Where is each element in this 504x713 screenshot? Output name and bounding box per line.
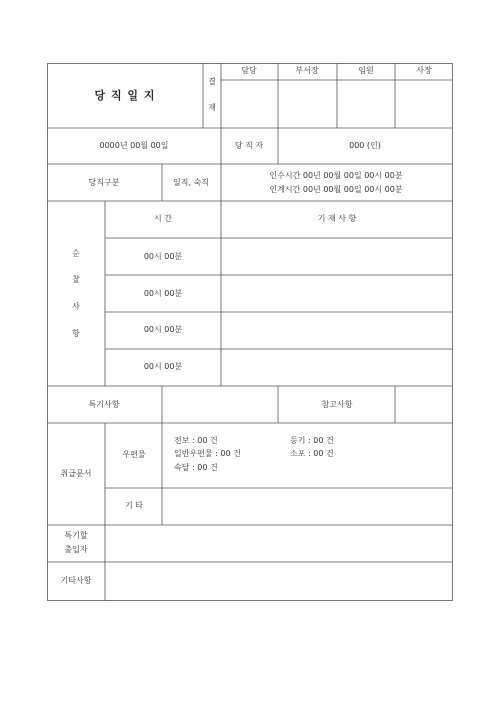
mail-telegram: 전보 : 00 건 [174,436,218,445]
visitors-label-line2: 출입자 [64,545,88,554]
approver-dept-head: 부서장 [295,66,319,75]
visitors-label-line1: 특기할 [64,531,88,540]
time-header: 시 간 [154,214,172,223]
patrol-time-3: 00시 00분 [143,325,183,334]
patrol-label-1: 순 [72,249,80,258]
form-title: 당 직 일 지 [94,89,156,102]
reference-notes-label: 참고사항 [321,400,353,409]
patrol-label-4: 항 [72,329,80,338]
etc-label: 기타사항 [60,576,92,585]
patrol-label-2: 찰 [72,275,80,284]
duty-person-value: 000 (인) [349,141,381,150]
duty-person-label: 당 직 자 [234,141,264,150]
special-notes-label: 특기사항 [88,400,120,409]
approval-label-2: 재 [208,103,216,112]
approver-executive: 임원 [358,66,374,75]
patrol-time-1: 00시 00분 [143,252,183,261]
mail-general: 일반우편물 : 00 건 [174,449,241,458]
documents-label: 취급문서 [60,469,92,478]
duty-type-value: 일직, 숙직 [173,178,209,187]
mail-parcel: 소포 : 00 건 [290,449,334,458]
handover-out-time: 인계시간 00년 00월 00일 00시 00분 [269,185,403,194]
mail-label: 우편물 [122,450,146,459]
other-label: 기 타 [125,501,143,510]
patrol-label-3: 사 [72,302,80,311]
approver-president: 사장 [416,66,432,75]
mail-express: 속달 : 00 건 [174,463,218,472]
patrol-time-2: 00시 00분 [143,289,183,298]
mail-registered: 등기 : 00 건 [290,436,334,445]
handover-in-time: 인수시간 00년 00월 00일 00시 00분 [269,171,403,180]
date-value: 0000년 00월 00일 [99,141,169,150]
approval-label-1: 결 [208,77,216,86]
duty-type-label: 당직구분 [88,178,120,187]
approver-staff: 담당 [241,66,257,75]
record-header: 기 재 사 항 [317,214,357,223]
duty-log-form [47,63,453,601]
patrol-time-4: 00시 00분 [143,362,183,371]
